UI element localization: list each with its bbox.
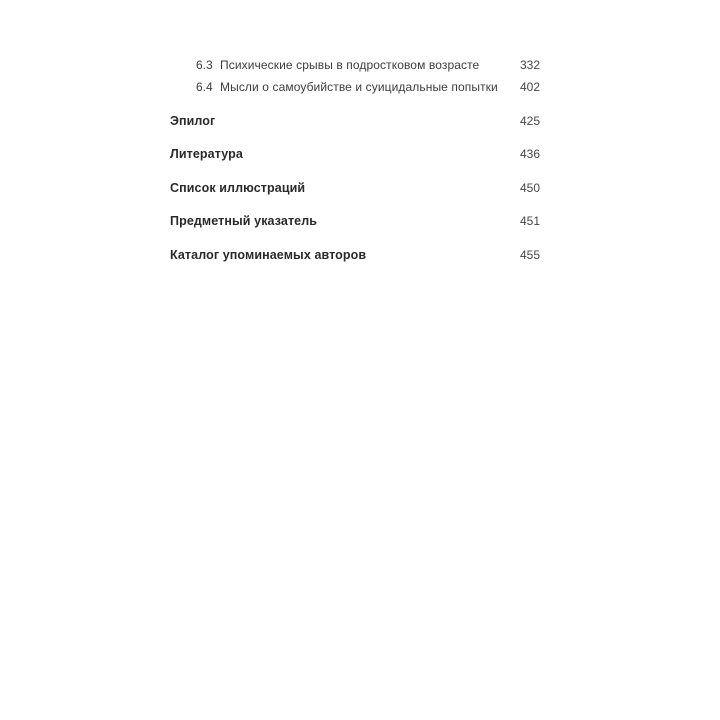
toc-section-page: 455 (519, 247, 540, 262)
toc-subentry-number: 6.3 (196, 58, 213, 72)
toc-section-page: 436 (519, 147, 540, 161)
toc-subentry-page: 332 (519, 58, 540, 72)
toc-section (170, 110, 540, 132)
toc-section (170, 244, 540, 266)
toc-section-title: Эпилог (170, 113, 216, 128)
toc-section-title: Каталог упоминаемых авторов (170, 247, 367, 262)
toc-section-title: Список иллюстраций (170, 180, 306, 195)
toc-section-page: 451 (519, 214, 540, 228)
toc-subentry-page: 402 (519, 80, 540, 94)
toc-subentry-title: Мысли о самоубийстве и суицидальные попытки (220, 80, 498, 94)
toc-section (170, 210, 540, 232)
toc-section-page: 450 (519, 180, 540, 195)
toc-section (170, 177, 540, 199)
toc-section (170, 143, 540, 165)
toc-section-title: Литература (170, 147, 243, 161)
toc-section-page: 425 (519, 113, 540, 128)
toc-subentry-title: Психические срывы в подростковом возрасте (220, 58, 480, 72)
toc-subentry (170, 76, 540, 98)
toc-subentry (170, 54, 540, 76)
table-of-contents (170, 54, 540, 266)
toc-section-title: Предметный указатель (170, 214, 318, 228)
toc-subentry-number: 6.4 (196, 80, 213, 94)
